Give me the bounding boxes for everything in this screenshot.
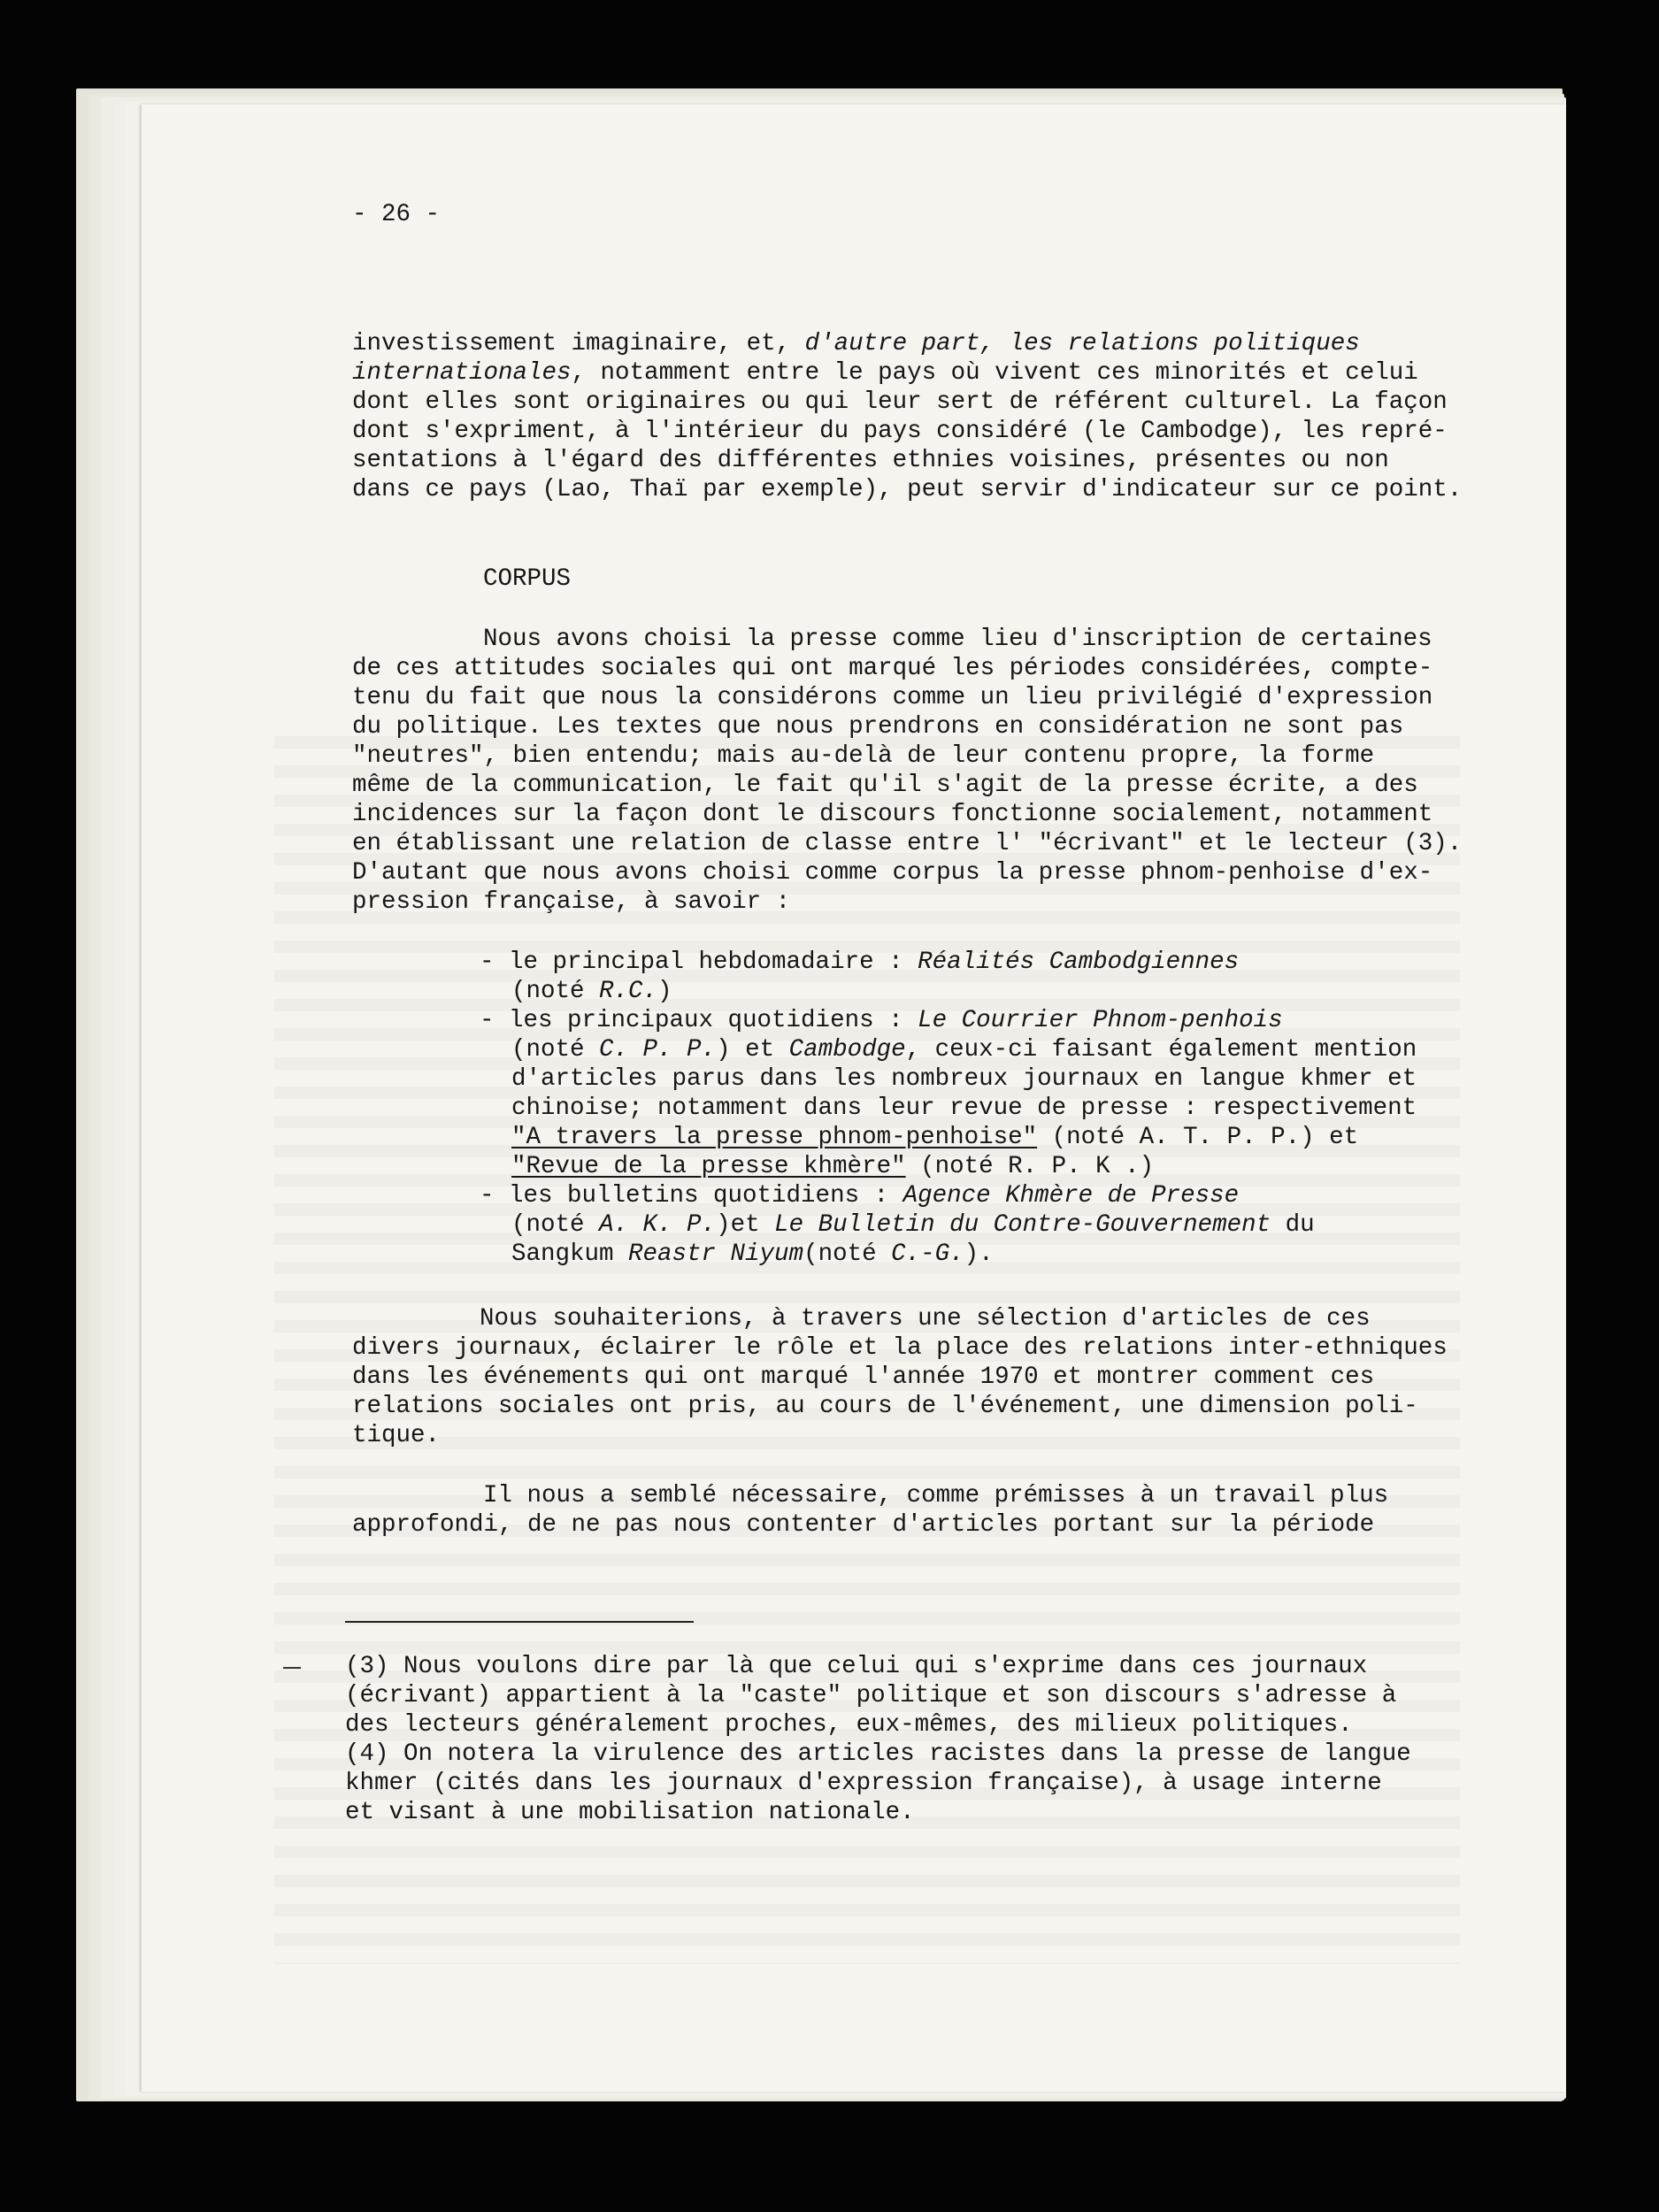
intro-line-3: dont elles sont originaires ou qui leur sert de référent culturel. La façon	[352, 388, 1448, 416]
intro-line-2: internationales, notamment entre le pays où vivent ces minorités et celui	[352, 359, 1418, 387]
corpus-line-1: Nous avons choisi la presse comme lieu d'inscription de certaines	[483, 626, 1432, 653]
para3-line-1: Il nous a semblé nécessaire, comme prémisses à un travail plus	[483, 1482, 1389, 1509]
corpus-line-7: incidences sur la façon dont le discours fonctionne socialement, notamment	[352, 801, 1433, 828]
intro-line-1: investissement imaginaire, et, d'autre part, les relations politiques	[352, 330, 1360, 357]
para2-line-5: tique.	[352, 1422, 441, 1449]
corpus-line-10: pression française, à savoir :	[352, 888, 791, 916]
para3-line-2: approfondi, de ne pas nous contenter d'articles portant sur la période	[352, 1511, 1375, 1539]
footnote-4-line-2: khmer (cités dans les journaux d'expression française), à usage interne	[345, 1770, 1382, 1797]
list-item-hebdomadaire: - le principal hebdomadaire : Réalités Cambodgiennes	[480, 949, 1240, 976]
list-item-quotidiens-line-3: d'articles parus dans les nombreux journaux en langue khmer et	[511, 1065, 1417, 1093]
list-item-quotidiens-line-4: chinoise; notamment dans leur revue de presse : respectivement	[511, 1094, 1417, 1122]
list-item-quotidiens-line-6: "Revue de la presse khmère" (noté R. P. K .)	[511, 1153, 1155, 1180]
footnote-3-line-2: (écrivant) appartient à la "caste" politique et son discours s'adresse à	[345, 1682, 1397, 1709]
corpus-line-8: en établissant une relation de classe entre l' "écrivant" et le lecteur (3).	[352, 830, 1463, 857]
corpus-line-9: D'autant que nous avons choisi comme corpus la presse phnom-penhoise d'ex-	[352, 859, 1433, 887]
footnote-4-line-3: et visant à une mobilisation nationale.	[345, 1799, 915, 1826]
para2-line-2: divers journaux, éclairer le rôle et la place des relations inter-ethniques	[352, 1334, 1448, 1362]
list-item-quotidiens-line-5: "A travers la presse phnom-penhoise" (noté A. T. P. P.) et	[511, 1124, 1359, 1151]
corpus-line-4: du politique. Les textes que nous prendrons en considération ne sont pas	[352, 713, 1404, 741]
list-item-quotidiens-note: (noté C. P. P.) et Cambodge, ceux-ci faisant également mention	[511, 1036, 1417, 1064]
intro-line-5: sentations à l'égard des différentes ethnies voisines, présentes ou non	[352, 447, 1389, 474]
para2-line-3: dans les événements qui ont marqué l'année 1970 et montrer comment ces	[352, 1363, 1375, 1391]
para2-line-1: Nous souhaiterions, à travers une sélection d'articles de ces	[480, 1305, 1371, 1333]
intro-line-4: dont s'expriment, à l'intérieur du pays considéré (le Cambodge), les repré-	[352, 418, 1448, 445]
footnote-3-line-3: des lecteurs généralement proches, eux-mêmes, des milieux politiques.	[345, 1711, 1353, 1739]
list-item-quotidiens: - les principaux quotidiens : Le Courrier Phnom-penhois	[480, 1007, 1283, 1034]
footnote-separator	[345, 1621, 694, 1623]
intro-line-6: dans ce pays (Lao, Thaï par exemple), peut servir d'indicateur sur ce point.	[352, 476, 1463, 503]
footnote-3-line-1: (3) Nous voulons dire par là que celui qui s'exprime dans ces journaux	[345, 1653, 1368, 1680]
list-item-bulletins-line-3: Sangkum Reastr Niyum(noté C.-G.).	[511, 1240, 994, 1268]
section-heading-corpus: CORPUS	[483, 565, 572, 593]
corpus-line-6: même de la communication, le fait qu'il s'agit de la presse écrite, a des	[352, 772, 1418, 799]
para2-line-4: relations sociales ont pris, au cours de l'événement, une dimension poli-	[352, 1393, 1418, 1420]
page-number: - 26 -	[352, 201, 441, 228]
list-item-bulletins-note: (noté A. K. P.)et Le Bulletin du Contre-Gouvernement du	[511, 1211, 1315, 1239]
corpus-line-2: de ces attitudes sociales qui ont marqué les périodes considérées, compte-	[352, 655, 1433, 682]
list-item-hebdomadaire-note: (noté R.C.)	[511, 978, 672, 1005]
corpus-line-3: tenu du fait que nous la considérons comme un lieu privilégié d'expression	[352, 684, 1433, 711]
list-item-bulletins: - les bulletins quotidiens : Agence Khmère de Presse	[480, 1182, 1240, 1210]
corpus-line-5: "neutres", bien entendu; mais au-delà de leur contenu propre, la forme	[352, 742, 1375, 770]
footnote-4-line-1: (4) On notera la virulence des articles racistes dans la presse de langue	[345, 1740, 1411, 1768]
margin-mark	[283, 1667, 301, 1669]
